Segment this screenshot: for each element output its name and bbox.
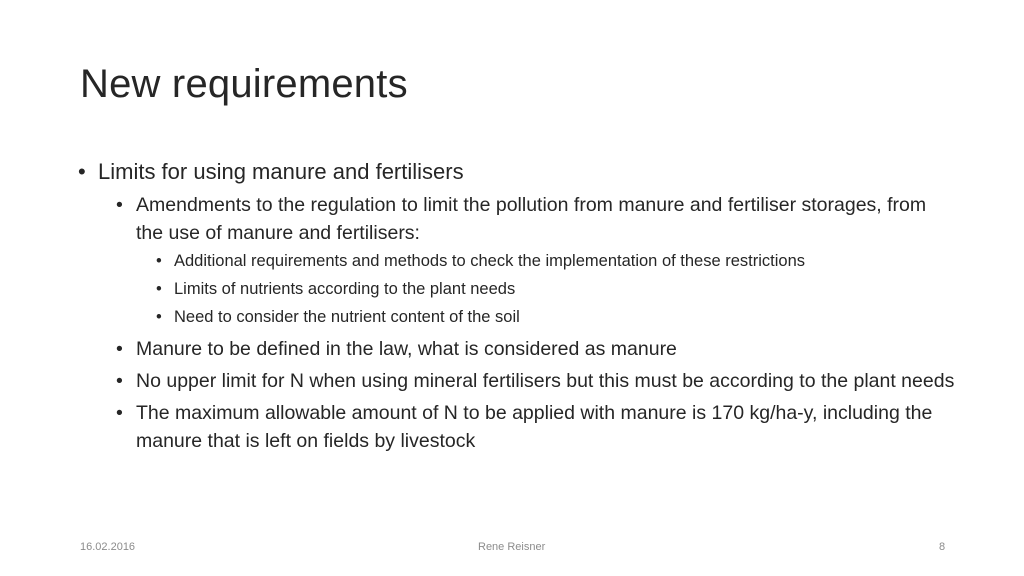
bullet-dot-icon: • <box>78 159 86 184</box>
bullet-dot-icon: • <box>116 194 123 216</box>
bullet-text: Limits of nutrients according to the plant needs <box>174 280 516 298</box>
footer-author: Rene Reisner <box>478 541 546 553</box>
bullet-level2 <box>116 399 958 455</box>
bullet-dot-icon: • <box>156 252 162 270</box>
bullet-text: Limits for using manure and fertilisers <box>98 159 464 184</box>
bullet-dot-icon: • <box>156 280 162 298</box>
bullet-text: Amendments to the regulation to limit the pollution from manure and fertiliser storages, from the use of manure and fertilisers: <box>136 194 927 244</box>
bullet-level1 <box>78 157 958 187</box>
bullet-list <box>78 157 958 455</box>
bullet-dot-icon: • <box>116 370 123 392</box>
bullet-dot-icon: • <box>116 402 123 424</box>
bullet-dot-icon: • <box>116 338 123 360</box>
footer-page-number: 8 <box>939 541 946 553</box>
bullet-text: No upper limit for N when using mineral fertilisers but this must be according to the plant needs <box>136 370 955 392</box>
bullet-level2 <box>116 335 958 363</box>
slide-title: New requirements <box>80 62 408 106</box>
bullet-text: Manure to be defined in the law, what is considered as manure <box>136 338 677 360</box>
bullet-level3 <box>156 247 958 275</box>
bullet-text: Need to consider the nutrient content of the soil <box>174 308 520 326</box>
bullet-text: Additional requirements and methods to check the implementation of these restrictions <box>174 252 806 270</box>
footer-date: 16.02.2016 <box>80 541 136 553</box>
bullet-level3 <box>156 275 958 303</box>
bullet-level2 <box>116 191 958 247</box>
bullet-level3 <box>156 303 958 331</box>
bullet-dot-icon: • <box>156 308 162 326</box>
bullet-level2 <box>116 367 958 395</box>
bullet-text: The maximum allowable amount of N to be applied with manure is 170 kg/ha-y, including the manure that is left on fields by livestock <box>136 402 933 452</box>
